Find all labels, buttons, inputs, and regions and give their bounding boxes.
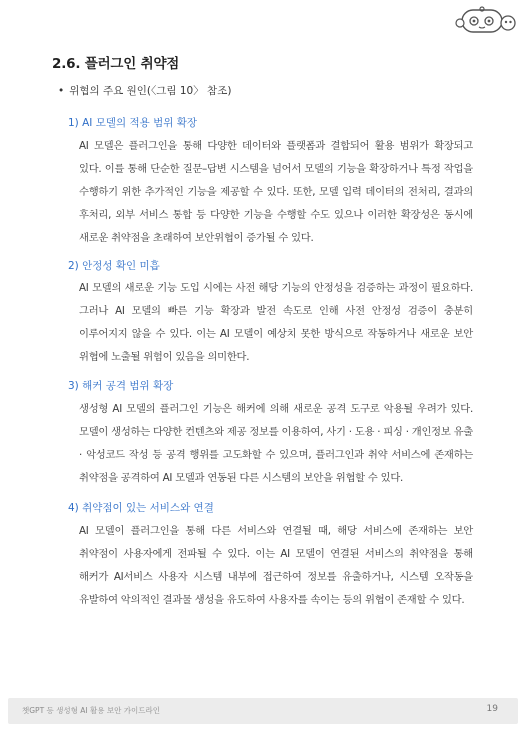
item-heading-4: 4) 취약점이 있는 서비스와 연결	[68, 502, 214, 514]
item-heading-2: 2) 안정성 확인 미흡	[68, 260, 160, 272]
item-body-1: AI 모델은 플러그인을 통해 다양한 데이터와 플랫폼과 결합되어 활용 범위가 확장되고 있다. 이를 통해 단순한 질문–답변 시스템을 넘어서 모델의 기능을 확장하거나 특정 작업을 수행하기 위한 추가적인 기능을 제공할 수 있다. 또한, 모델 입력 데이터의 전처리, 결과의 후처리, 외부 서비스 통합 등 다양한 기능을 수행할 수도 있으나 이러한 확장성은 동시에 새로운 취약점을 초래하여 보안위협이 증가될 수 있다.	[79, 140, 473, 244]
section-title: 2.6. 플러그인 취약점	[52, 56, 180, 72]
page-footer	[8, 698, 518, 724]
intro-line	[58, 83, 231, 98]
item-heading-3: 3) 해커 공격 범위 확장	[68, 380, 174, 392]
robot-character-logo-icon	[454, 6, 518, 36]
page-number: 19	[486, 704, 498, 714]
item-body-3: 생성형 AI 모델의 플러그인 기능은 해커에 의해 새로운 공격 도구로 악용될 우려가 있다. 모델이 생성하는 다양한 컨텐츠와 제공 정보를 이용하여, 사기 · 도용 · 피싱 · 개인정보 유출 · 악성코드 작성 등 공격 행위를 고도화할 수 있으며, 플러그인과 취약 서비스에 존재하는 취약점을 공격하여 AI 모델과 연동된 다른 시스템의 보안을 위협할 수 있다.	[79, 403, 473, 484]
item-heading-1: 1) AI 모델의 적용 범위 확장	[68, 117, 198, 129]
item-body-4: AI 모델이 플러그인을 통해 다른 서비스와 연결될 때, 해당 서비스에 존재하는 보안 취약점이 사용자에게 전파될 수 있다. 이는 AI 모델이 연결된 서비스의 취약점을 통해 해커가 AI서비스 사용자 시스템 내부에 접근하여 정보를 유출하거나, 시스템 오작동을 유발하여 악의적인 결과물 생성을 유도하여 사용자를 속이는 등의 위협이 존재할 수 있다.	[79, 525, 473, 606]
intro-text: 위협의 주요 원인(〈그림 10〉 참조)	[69, 85, 232, 97]
bullet-icon: •	[58, 85, 65, 97]
item-body-2: AI 모델의 새로운 기능 도입 시에는 사전 해당 기능의 안정성을 검증하는 과정이 필요하다. 그러나 AI 모델의 빠른 기능 확장과 발전 속도로 인해 사전 안정성 검증이 충분히 이루어지지 않을 수 있다. 이는 AI 모델이 예상치 못한 방식으로 작동하거나 새로운 보안 위협에 노출될 위험이 있음을 의미한다.	[79, 282, 473, 363]
footer-title: 챗GPT 등 생성형 AI 활용 보안 가이드라인	[22, 706, 160, 715]
